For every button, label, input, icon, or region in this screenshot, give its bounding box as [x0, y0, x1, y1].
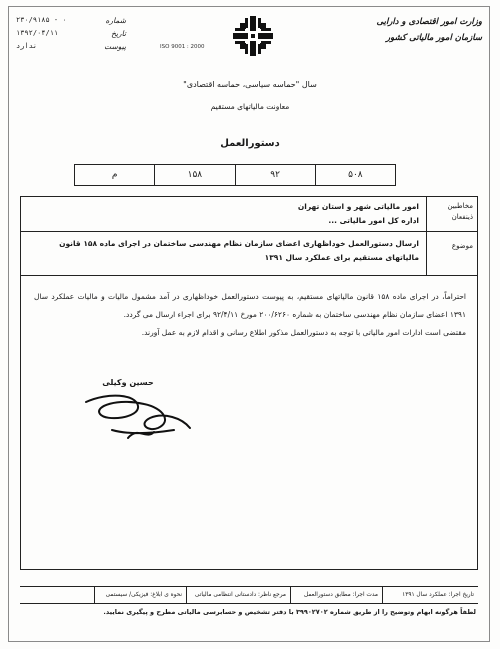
deputy-office: معاونت مالیاتهای مستقیم: [210, 102, 290, 111]
subject-label: موضوع: [451, 242, 473, 250]
instruction-year-cell: ۹۲: [235, 165, 315, 185]
execution-date-cell: تاریخ اجرا: عملکرد سال ۱۳۹۱: [382, 587, 478, 603]
letter-body: [34, 288, 466, 342]
ministry-header: [332, 14, 482, 46]
instruction-number-table: [74, 164, 396, 186]
iso-certification: ISO 9001 : 2000: [160, 44, 205, 50]
organization-name: سازمان امور مالیاتی کشور: [386, 33, 482, 43]
addressee-line-2: اداره کل امور مالیاتی ...: [328, 216, 419, 225]
instruction-article-cell: ۱۵۸: [154, 165, 234, 185]
execution-duration-cell: مدت اجرا: مطابق دستورالعمل: [290, 587, 382, 603]
body-paragraph-1: احتراماً، در اجرای ماده ۱۵۸ قانون مالیاتهای مستقیم، به پیوست دستورالعمل خوداظهاری در آمد مشمول مالیات و مالیات عملکرد سال ۱۳۹۱ اعضای سازمان نظام مهندسی ساختمان به شماره ۲۰۰/۶۲۶۰ مورخ ۹۲/۴/۱۱ برای اجراء ارسال می گردد.: [34, 292, 466, 319]
row-divider: [21, 231, 477, 232]
attachment-label: پیوست: [104, 42, 126, 51]
supervising-authority-cell: مرجع ناظر: دادستانی انتظامی مالیاتی: [186, 587, 290, 603]
letter-metadata: [16, 14, 126, 53]
instruction-letter-cell: م: [111, 170, 118, 180]
addressees-label: مخاطبین ذینفعان: [447, 202, 473, 221]
handwritten-signature: [78, 388, 198, 446]
addressees-text: [29, 200, 419, 228]
instruction-number-cell: ۵۰۸: [315, 165, 395, 185]
attachment-value: ندارد: [16, 42, 38, 50]
contact-footnote: لطفاً هرگونه ابهام وتوضیح را از طریق شماره ۳۹۹۰۲۷۰۲ با دفتر تشخیص و حسابرسی مالیاتی مطرح و پیگیری نمایید.: [103, 608, 476, 616]
year-slogan: سال "حماسه سیاسی، حماسه اقتصادی": [183, 80, 317, 89]
body-paragraph-2: مقتضی است ادارات امور مالیاتی با توجه به دستورالعمل مذکور اطلاع رسانی و اقدام لازم به عمل آورند.: [141, 328, 466, 337]
ministry-name: وزارت امور اقتصادی و دارایی: [376, 17, 482, 27]
empty-cell: [20, 587, 94, 603]
letter-date-label: تاریخ: [111, 29, 126, 38]
document-title: دستورالعمل: [220, 138, 280, 149]
letter-date-row: [16, 27, 126, 40]
letter-number-value: ۲۳۰/۹۱۸۵ - ۰: [16, 16, 67, 24]
execution-info-row: [20, 586, 478, 604]
letter-number-row: [16, 14, 126, 27]
attachment-row: [16, 40, 126, 53]
addressees-subject-box: [20, 196, 478, 276]
subject-text: ارسال دستورالعمل خوداظهاری اعضای سازمان نظام مهندسی ساختمان در اجرای ماده ۱۵۸ قانون مالیاتهای مستقیم برای عملکرد سال ۱۳۹۱: [59, 239, 419, 262]
addressee-line-1: امور مالیاتی شهر و استان تهران: [297, 202, 419, 211]
letter-number-label: شماره: [105, 16, 126, 25]
notification-method-cell: نحوه ی ابلاغ: فیزیکی/ سیستمی: [94, 587, 186, 603]
letter-date-value: ۱۳۹۲/۰۴/۱۱: [16, 29, 59, 37]
signer-name: حسین وکیلی: [102, 378, 154, 387]
organization-emblem-icon: [231, 14, 275, 58]
